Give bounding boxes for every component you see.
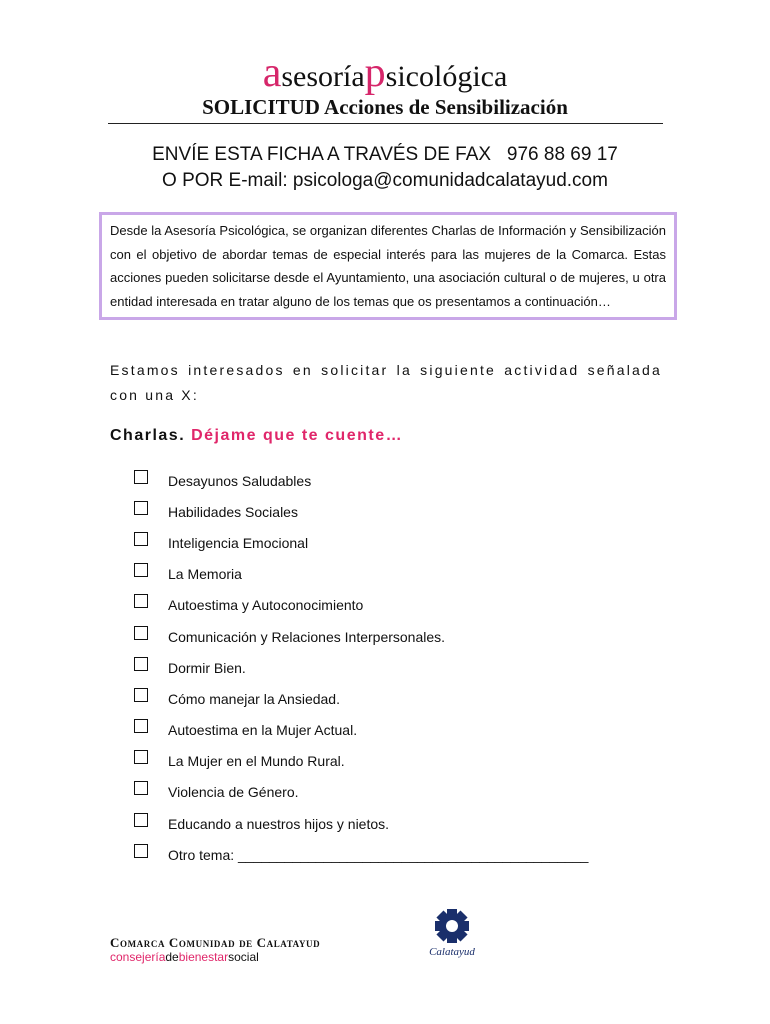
option-item[interactable]	[134, 527, 674, 558]
section-title	[110, 427, 403, 445]
brand-word-2: sicológica	[385, 60, 508, 93]
option-label: Dormir Bien.	[168, 659, 246, 676]
option-item[interactable]	[134, 715, 674, 746]
option-item[interactable]	[134, 777, 674, 808]
option-item[interactable]	[134, 621, 674, 652]
checkbox[interactable]	[134, 501, 148, 515]
option-label-other[interactable]: Otro tema: _____________________________________________	[168, 846, 589, 863]
option-item[interactable]	[134, 465, 674, 496]
checkbox[interactable]	[134, 719, 148, 733]
checkbox[interactable]	[134, 688, 148, 702]
option-item[interactable]	[134, 496, 674, 527]
options-list	[134, 465, 674, 870]
checkbox[interactable]	[134, 532, 148, 546]
title-divider	[108, 123, 663, 124]
tagline-part-4: social	[228, 950, 259, 964]
option-label: Habilidades Sociales	[168, 503, 298, 520]
section-title-label: Charlas.	[110, 427, 186, 444]
tagline-part-2: de	[165, 950, 179, 964]
tagline-part-1: consejería	[110, 950, 166, 964]
footer-organization: Comarca Comunidad de Calatayud	[110, 935, 321, 950]
checkbox[interactable]	[134, 626, 148, 640]
intro-box: Desde la Asesoría Psicológica, se organizan diferentes Charlas de Información y Sensibilización con el objetivo de abordar temas de especial interés para las mujeres de la Comarca. Estas acciones pueden solicitarse desde el Ayuntamiento, una asociación cultural o de mujeres, u otra entidad interesada en tratar alguno de los temas que os presentamos a continuación…	[99, 212, 677, 320]
footer-tagline	[110, 950, 259, 964]
tagline-part-3: bienestar	[178, 950, 229, 964]
option-label: Comunicación y Relaciones Interpersonales.	[168, 628, 446, 645]
section-title-accent: Déjame que te cuente…	[191, 427, 404, 444]
logo-caption: Calatayud	[429, 946, 475, 958]
checkbox[interactable]	[134, 470, 148, 484]
option-item[interactable]	[134, 652, 674, 683]
option-item[interactable]	[134, 746, 674, 777]
checkbox[interactable]	[134, 813, 148, 827]
option-label: Autoestima y Autoconocimiento	[168, 597, 364, 614]
brand-letter-a: a	[262, 50, 282, 96]
lead-text: Estamos interesados en solicitar la siguiente actividad señalada con una X:	[110, 362, 662, 403]
option-item[interactable]	[134, 683, 674, 714]
option-item[interactable]	[134, 590, 674, 621]
email-line: O POR E-mail: psicologa@comunidadcalatayud.com	[162, 170, 608, 191]
option-item-other[interactable]	[134, 839, 674, 870]
checkbox[interactable]	[134, 844, 148, 858]
checkbox[interactable]	[134, 750, 148, 764]
option-label: Autoestima en la Mujer Actual.	[168, 722, 358, 739]
option-label: La Memoria	[168, 566, 242, 583]
option-item[interactable]	[134, 559, 674, 590]
option-label: La Mujer en el Mundo Rural.	[168, 753, 345, 770]
brand-word-1: sesoría	[281, 60, 365, 93]
checkbox[interactable]	[134, 594, 148, 608]
option-label: Violencia de Género.	[168, 784, 299, 801]
option-label: Cómo manejar la Ansiedad.	[168, 690, 340, 707]
option-item[interactable]	[134, 808, 674, 839]
option-label: Desayunos Saludables	[168, 472, 312, 489]
checkbox[interactable]	[134, 563, 148, 577]
option-label: Educando a nuestros hijos y nietos.	[168, 815, 390, 832]
option-label: Inteligencia Emocional	[168, 534, 309, 551]
brand-logo-text	[0, 52, 770, 94]
checkbox[interactable]	[134, 657, 148, 671]
checkbox[interactable]	[134, 781, 148, 795]
fax-line: ENVÍE ESTA FICHA A TRAVÉS DE FAX 976 88 69 17	[152, 144, 618, 165]
contact-block	[0, 142, 770, 194]
document-title: SOLICITUD Acciones de Sensibilización	[202, 95, 568, 119]
brand-letter-p: p	[364, 50, 386, 96]
